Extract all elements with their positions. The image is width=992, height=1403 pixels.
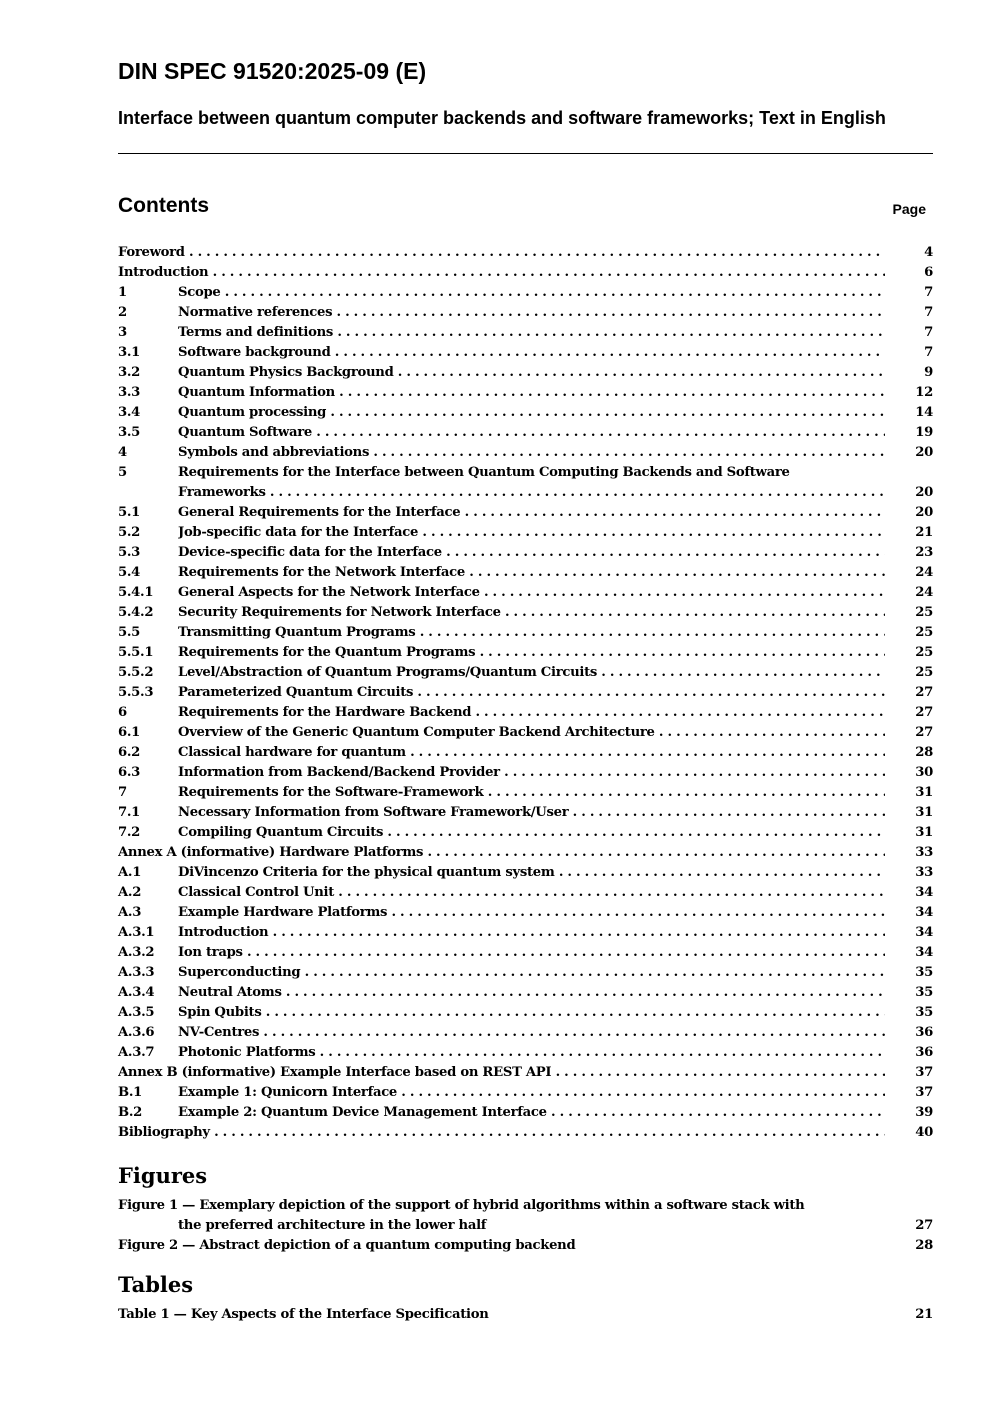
toc-entry-number: 3 bbox=[118, 325, 127, 340]
dot-leader bbox=[315, 1045, 885, 1060]
dot-leader bbox=[387, 905, 885, 920]
toc-entry-page: 30 bbox=[915, 765, 933, 780]
toc-entry-text: Necessary Information from Software Framework/User bbox=[178, 805, 569, 820]
toc-entry-title bbox=[178, 363, 885, 383]
toc-entry[interactable] bbox=[118, 303, 933, 323]
figure-entry[interactable] bbox=[118, 1196, 933, 1236]
toc-entry[interactable] bbox=[118, 963, 933, 983]
toc-entry-text: Requirements for the Network Interface bbox=[178, 565, 465, 580]
toc-entry-page: 36 bbox=[915, 1045, 933, 1060]
toc-entry-number: 5.5 bbox=[118, 625, 141, 640]
dot-leader bbox=[484, 785, 885, 800]
toc-entry-title bbox=[178, 1083, 885, 1103]
toc-entry-page: 37 bbox=[915, 1065, 933, 1080]
toc-entry-title bbox=[178, 743, 885, 763]
toc-entry-number: 4 bbox=[118, 445, 127, 460]
toc-entry[interactable] bbox=[118, 883, 933, 903]
toc-entry-number: 3.1 bbox=[118, 345, 141, 360]
toc-entry-text: Transmitting Quantum Programs bbox=[178, 625, 416, 640]
toc-entry-page: 25 bbox=[915, 645, 933, 660]
toc-entry[interactable] bbox=[118, 723, 933, 743]
toc-entry[interactable] bbox=[118, 823, 933, 843]
toc-entry-title bbox=[178, 503, 885, 523]
toc-entry-title bbox=[178, 463, 885, 503]
toc-entry-number: 6.3 bbox=[118, 765, 141, 780]
toc-entry[interactable] bbox=[118, 503, 933, 523]
toc-entry-title bbox=[178, 543, 885, 563]
toc-entry-page: 39 bbox=[915, 1105, 933, 1120]
table-entry-page: 21 bbox=[915, 1307, 933, 1322]
toc-entry-title bbox=[178, 723, 885, 743]
toc-entry-title bbox=[178, 563, 885, 583]
page-column-label: Page bbox=[892, 201, 926, 217]
toc-entry[interactable] bbox=[118, 603, 933, 623]
toc-entry-text: DiVincenzo Criteria for the physical quantum system bbox=[178, 865, 555, 880]
toc-entry-text: Photonic Platforms bbox=[178, 1045, 316, 1060]
toc-entry-title bbox=[178, 423, 885, 443]
toc-entry-title bbox=[178, 603, 885, 623]
toc-entry-number: 7.2 bbox=[118, 825, 141, 840]
toc-entry-text: Normative references bbox=[178, 305, 333, 320]
dot-leader bbox=[220, 285, 885, 300]
toc-entry[interactable] bbox=[118, 1063, 933, 1083]
toc-entry-title bbox=[178, 943, 885, 963]
toc-entry-title bbox=[178, 323, 885, 343]
toc-entry-number: A.3 bbox=[118, 905, 142, 920]
dot-leader bbox=[551, 1065, 885, 1080]
toc-entry-text: Compiling Quantum Circuits bbox=[178, 825, 384, 840]
toc-entry-title bbox=[178, 903, 885, 923]
toc-entry[interactable] bbox=[118, 703, 933, 723]
toc-entry[interactable] bbox=[118, 1023, 933, 1043]
toc-entry-page: 40 bbox=[915, 1125, 933, 1140]
toc-entry-number: 3.2 bbox=[118, 365, 141, 380]
toc-entry-page: 14 bbox=[915, 405, 933, 420]
toc-entry[interactable] bbox=[118, 743, 933, 763]
dot-leader bbox=[333, 325, 885, 340]
toc-entry-page: 27 bbox=[915, 725, 933, 740]
dot-leader bbox=[261, 1005, 885, 1020]
toc-entry-number: 5.2 bbox=[118, 525, 141, 540]
toc-entry-page: 6 bbox=[924, 265, 933, 280]
toc-entry[interactable] bbox=[118, 943, 933, 963]
figure-entry[interactable] bbox=[118, 1236, 933, 1256]
dot-leader bbox=[312, 425, 885, 440]
toc-entry-number: A.3.5 bbox=[118, 1005, 155, 1020]
dot-leader bbox=[332, 305, 885, 320]
dot-leader bbox=[185, 245, 885, 260]
toc-entry-page: 7 bbox=[924, 305, 933, 320]
toc-entry-number: 6.1 bbox=[118, 725, 141, 740]
dot-leader bbox=[397, 1085, 885, 1100]
toc-entry-page: 28 bbox=[915, 745, 933, 760]
dot-leader bbox=[369, 445, 885, 460]
toc-entry[interactable] bbox=[118, 1003, 933, 1023]
dot-leader bbox=[460, 505, 885, 520]
toc-entry-page: 25 bbox=[915, 625, 933, 640]
dot-leader bbox=[465, 565, 885, 580]
toc-entry-text: Quantum Software bbox=[178, 425, 312, 440]
toc-entry-text: Terms and definitions bbox=[178, 325, 334, 340]
toc-entry-text: Classical Control Unit bbox=[178, 885, 334, 900]
dot-leader bbox=[418, 525, 885, 540]
toc-entry-text: Quantum Information bbox=[178, 385, 335, 400]
toc-entry[interactable] bbox=[118, 783, 933, 803]
dot-leader bbox=[480, 585, 885, 600]
toc-entry-number: 7 bbox=[118, 785, 127, 800]
dot-leader bbox=[442, 545, 885, 560]
dot-leader bbox=[208, 265, 885, 280]
toc-entry-number: 5.4.2 bbox=[118, 605, 154, 620]
toc-entry[interactable] bbox=[118, 863, 933, 883]
toc-entry-title bbox=[178, 1103, 885, 1123]
toc-entry-title bbox=[178, 763, 885, 783]
toc-entry-text: General Requirements for the Interface bbox=[178, 505, 461, 520]
toc-entry-number: A.3.4 bbox=[118, 985, 155, 1000]
toc-entry-number: B.1 bbox=[118, 1085, 143, 1100]
toc-entry-page: 31 bbox=[915, 805, 933, 820]
toc-entry[interactable] bbox=[118, 763, 933, 783]
toc-entry[interactable] bbox=[118, 423, 933, 443]
figure-entry-text: Figure 2 — Abstract depiction of a quantum computing backend bbox=[118, 1238, 576, 1253]
toc-entry-title bbox=[178, 923, 885, 943]
toc-entry[interactable] bbox=[118, 663, 933, 683]
toc-entry-text: Example 2: Quantum Device Management Interface bbox=[178, 1105, 547, 1120]
toc-entry-title bbox=[178, 803, 885, 823]
toc-entry-text: Ion traps bbox=[178, 945, 243, 960]
toc-entry-text: Information from Backend/Backend Provider bbox=[178, 765, 500, 780]
dot-leader bbox=[501, 605, 885, 620]
toc-entry-title bbox=[178, 523, 885, 543]
toc-entry-text: Annex B (informative) Example Interface based on REST API bbox=[118, 1065, 552, 1080]
toc-entry-title bbox=[178, 1023, 885, 1043]
toc-entry-text: Device-specific data for the Interface bbox=[178, 545, 442, 560]
toc-entry-text: Requirements for the Hardware Backend bbox=[178, 705, 472, 720]
toc-entry[interactable] bbox=[118, 983, 933, 1003]
dot-leader bbox=[655, 725, 885, 740]
toc-entry-title bbox=[178, 683, 885, 703]
toc-entry-text: Bibliography bbox=[118, 1125, 210, 1140]
toc-entry-page: 37 bbox=[915, 1085, 933, 1100]
dot-leader bbox=[383, 825, 885, 840]
toc-entry-page: 25 bbox=[915, 665, 933, 680]
toc-entry-page: 24 bbox=[915, 565, 933, 580]
toc-entry-page: 34 bbox=[915, 905, 933, 920]
dot-leader bbox=[500, 765, 885, 780]
toc-entry-text: Quantum Physics Background bbox=[178, 365, 394, 380]
toc-entry-title bbox=[178, 303, 885, 323]
toc-entry-number: A.3.3 bbox=[118, 965, 155, 980]
toc-entry[interactable] bbox=[118, 1123, 933, 1143]
document-subtitle: Interface between quantum computer backends and software frameworks; Text in English bbox=[118, 108, 886, 128]
toc-entry-number: 3.4 bbox=[118, 405, 141, 420]
toc-entry[interactable] bbox=[118, 843, 933, 863]
toc-entry-page: 23 bbox=[915, 545, 933, 560]
toc-entry-number: 7.1 bbox=[118, 805, 141, 820]
figure-entry-title bbox=[118, 1196, 885, 1236]
toc-entry[interactable] bbox=[118, 463, 933, 503]
toc-entry[interactable] bbox=[118, 543, 933, 563]
toc-entry[interactable] bbox=[118, 563, 933, 583]
toc-entry[interactable] bbox=[118, 263, 933, 283]
toc-entry-number: A.3.7 bbox=[118, 1045, 155, 1060]
toc-entry-title bbox=[178, 1003, 885, 1023]
dot-leader bbox=[555, 865, 885, 880]
dot-leader bbox=[300, 965, 885, 980]
toc-entry-text: Neutral Atoms bbox=[178, 985, 282, 1000]
dot-leader bbox=[475, 645, 885, 660]
toc-entry-title bbox=[118, 243, 885, 263]
toc-entry-page: 34 bbox=[915, 945, 933, 960]
figure-entry-title bbox=[118, 1236, 885, 1256]
toc-entry[interactable] bbox=[118, 683, 933, 703]
toc-entry-title bbox=[178, 643, 885, 663]
toc-entry-title bbox=[178, 623, 885, 643]
toc-entry-title bbox=[178, 583, 885, 603]
toc-entry-text: Superconducting bbox=[178, 965, 301, 980]
toc-entry-title bbox=[178, 823, 885, 843]
toc-entry-title bbox=[178, 1043, 885, 1063]
toc-entry-title bbox=[178, 863, 885, 883]
toc-entry-number: 5.3 bbox=[118, 545, 141, 560]
toc-entry-text: Parameterized Quantum Circuits bbox=[178, 685, 414, 700]
toc-entry-number: B.2 bbox=[118, 1105, 143, 1120]
dot-leader bbox=[547, 1105, 885, 1120]
toc-entry[interactable] bbox=[118, 923, 933, 943]
toc-entry-page: 4 bbox=[924, 245, 933, 260]
toc-entry-number: A.3.2 bbox=[118, 945, 155, 960]
toc-entry-number: 5.4 bbox=[118, 565, 141, 580]
toc-entry-text: Level/Abstraction of Quantum Programs/Quantum Circuits bbox=[178, 665, 598, 680]
toc-entry-title bbox=[178, 883, 885, 903]
toc-entry[interactable] bbox=[118, 643, 933, 663]
dot-leader bbox=[331, 345, 885, 360]
toc-entry-number: 3.5 bbox=[118, 425, 141, 440]
toc-entry[interactable] bbox=[118, 323, 933, 343]
toc-entry[interactable] bbox=[118, 243, 933, 263]
toc-entry-title bbox=[178, 403, 885, 423]
toc-entry-title bbox=[118, 1063, 885, 1083]
figure-entry-page: 28 bbox=[915, 1238, 933, 1253]
toc-entry-page: 19 bbox=[915, 425, 933, 440]
dot-leader bbox=[423, 845, 885, 860]
document-id: DIN SPEC 91520:2025-09 (E) bbox=[118, 58, 427, 84]
toc-entry-text: Foreword bbox=[118, 245, 185, 260]
contents-heading: Contents bbox=[118, 194, 209, 217]
toc-entry-number: 6 bbox=[118, 705, 127, 720]
toc-entry-page: 20 bbox=[915, 505, 933, 520]
dot-leader bbox=[282, 985, 885, 1000]
toc-entry-page: 31 bbox=[915, 825, 933, 840]
toc-entry-text: Introduction bbox=[178, 925, 269, 940]
toc-entry[interactable] bbox=[118, 623, 933, 643]
toc-entry-page: 35 bbox=[915, 965, 933, 980]
dot-leader bbox=[471, 705, 885, 720]
toc-entry-title-line1: Requirements for the Interface between Quantum Computing Backends and Software bbox=[178, 465, 790, 480]
toc-entry-page: 7 bbox=[924, 325, 933, 340]
table-entry-title bbox=[118, 1305, 885, 1325]
toc-entry-title bbox=[178, 663, 885, 683]
toc-entry-title bbox=[178, 383, 885, 403]
toc-entry-text: Job-specific data for the Interface bbox=[178, 525, 419, 540]
toc-entry-page: 33 bbox=[915, 845, 933, 860]
toc-entry-number: 6.2 bbox=[118, 745, 141, 760]
toc-entry[interactable] bbox=[118, 363, 933, 383]
toc-entry-title-line2: Frameworks bbox=[178, 485, 266, 500]
toc-entry-text: Introduction bbox=[118, 265, 209, 280]
toc-entry-page: 9 bbox=[924, 365, 933, 380]
toc-entry-page: 7 bbox=[924, 285, 933, 300]
toc-entry-page: 21 bbox=[915, 525, 933, 540]
toc-entry-page: 20 bbox=[915, 445, 933, 460]
tables-list bbox=[118, 1305, 933, 1325]
toc-entry-text: Quantum processing bbox=[178, 405, 327, 420]
toc-entry[interactable] bbox=[118, 1083, 933, 1103]
toc-entry-text: NV-Centres bbox=[178, 1025, 260, 1040]
dot-leader bbox=[266, 485, 885, 500]
toc-entry[interactable] bbox=[118, 1043, 933, 1063]
toc-entry-page: 31 bbox=[915, 785, 933, 800]
toc-entry-number: 1 bbox=[118, 285, 127, 300]
toc-entry-number: A.2 bbox=[118, 885, 142, 900]
toc-entry-text: Software background bbox=[178, 345, 331, 360]
tables-heading: Tables bbox=[118, 1272, 194, 1297]
toc-entry-number: 5.5.2 bbox=[118, 665, 154, 680]
toc-entry-title bbox=[118, 1123, 885, 1143]
figures-heading: Figures bbox=[118, 1163, 208, 1188]
toc-entry-text: Requirements for the Software-Framework bbox=[178, 785, 484, 800]
toc-entry-text: Symbols and abbreviations bbox=[178, 445, 370, 460]
toc-entry-page: 12 bbox=[915, 385, 933, 400]
toc-entry-page: 24 bbox=[915, 585, 933, 600]
dot-leader bbox=[597, 665, 885, 680]
dot-leader bbox=[210, 1125, 885, 1140]
dot-leader bbox=[243, 945, 885, 960]
table-entry-text: Table 1 — Key Aspects of the Interface Specification bbox=[118, 1307, 489, 1322]
toc-entry-page: 34 bbox=[915, 885, 933, 900]
toc-entry-title bbox=[118, 263, 885, 283]
toc-entry-title bbox=[178, 443, 885, 463]
toc-entry[interactable] bbox=[118, 583, 933, 603]
toc-entry-title bbox=[178, 703, 885, 723]
toc-entry[interactable] bbox=[118, 1103, 933, 1123]
toc-entry-number: 5.5.1 bbox=[118, 645, 154, 660]
toc-entry-page: 35 bbox=[915, 1005, 933, 1020]
toc-entry-number: 5.1 bbox=[118, 505, 141, 520]
toc-entry-text: Scope bbox=[178, 285, 221, 300]
toc-entry-number: 3.3 bbox=[118, 385, 141, 400]
table-of-contents bbox=[118, 243, 933, 1143]
dot-leader bbox=[326, 405, 885, 420]
toc-entry-page: 27 bbox=[915, 685, 933, 700]
dot-leader bbox=[268, 925, 885, 940]
dot-leader bbox=[406, 745, 885, 760]
dot-leader bbox=[415, 625, 885, 640]
dot-leader bbox=[568, 805, 885, 820]
toc-entry-number: A.3.6 bbox=[118, 1025, 155, 1040]
toc-entry-text: Annex A (informative) Hardware Platforms bbox=[118, 845, 424, 860]
toc-entry-title bbox=[178, 283, 885, 303]
dot-leader bbox=[259, 1025, 885, 1040]
toc-entry[interactable] bbox=[118, 283, 933, 303]
toc-entry-number: 5 bbox=[118, 465, 127, 480]
toc-entry[interactable] bbox=[118, 903, 933, 923]
toc-entry-text: Classical hardware for quantum bbox=[178, 745, 406, 760]
toc-entry-page: 27 bbox=[915, 705, 933, 720]
toc-entry-title bbox=[118, 843, 885, 863]
toc-entry-text: Example 1: Qunicorn Interface bbox=[178, 1085, 398, 1100]
dot-leader bbox=[335, 385, 885, 400]
toc-entry[interactable] bbox=[118, 443, 933, 463]
toc-entry-page: 20 bbox=[915, 485, 933, 500]
dot-leader bbox=[394, 365, 886, 380]
toc-entry-text: Security Requirements for Network Interface bbox=[178, 605, 501, 620]
figure-entry-title-line2: the preferred architecture in the lower half bbox=[178, 1218, 487, 1233]
toc-entry-text: General Aspects for the Network Interface bbox=[178, 585, 480, 600]
toc-entry-page: 25 bbox=[915, 605, 933, 620]
toc-entry-title bbox=[178, 983, 885, 1003]
toc-entry[interactable] bbox=[118, 523, 933, 543]
toc-entry-title bbox=[178, 783, 885, 803]
toc-entry-title bbox=[178, 343, 885, 363]
toc-entry-title bbox=[178, 963, 885, 983]
toc-entry-number: A.3.1 bbox=[118, 925, 155, 940]
dot-leader bbox=[413, 685, 885, 700]
table-entry[interactable] bbox=[118, 1305, 933, 1325]
figures-list bbox=[118, 1196, 933, 1256]
toc-entry[interactable] bbox=[118, 343, 933, 363]
toc-entry-page: 35 bbox=[915, 985, 933, 1000]
toc-entry[interactable] bbox=[118, 803, 933, 823]
figure-entry-page: 27 bbox=[915, 1218, 933, 1233]
toc-entry-number: 5.5.3 bbox=[118, 685, 154, 700]
figure-entry-title-line1: Figure 1 — Exemplary depiction of the support of hybrid algorithms within a software stack with bbox=[118, 1198, 805, 1213]
toc-entry-page: 33 bbox=[915, 865, 933, 880]
toc-entry-text: Spin Qubits bbox=[178, 1005, 262, 1020]
toc-entry-number: 5.4.1 bbox=[118, 585, 154, 600]
toc-entry-text: Example Hardware Platforms bbox=[178, 905, 388, 920]
toc-entry[interactable] bbox=[118, 403, 933, 423]
toc-entry-page: 34 bbox=[915, 925, 933, 940]
toc-entry[interactable] bbox=[118, 383, 933, 403]
header-rule bbox=[118, 153, 933, 154]
toc-entry-text: Requirements for the Quantum Programs bbox=[178, 645, 476, 660]
dot-leader bbox=[334, 885, 885, 900]
toc-entry-number: 2 bbox=[118, 305, 127, 320]
toc-entry-page: 7 bbox=[924, 345, 933, 360]
toc-entry-number: A.1 bbox=[118, 865, 142, 880]
toc-entry-text: Overview of the Generic Quantum Computer Backend Architecture bbox=[178, 725, 655, 740]
toc-entry-page: 36 bbox=[915, 1025, 933, 1040]
